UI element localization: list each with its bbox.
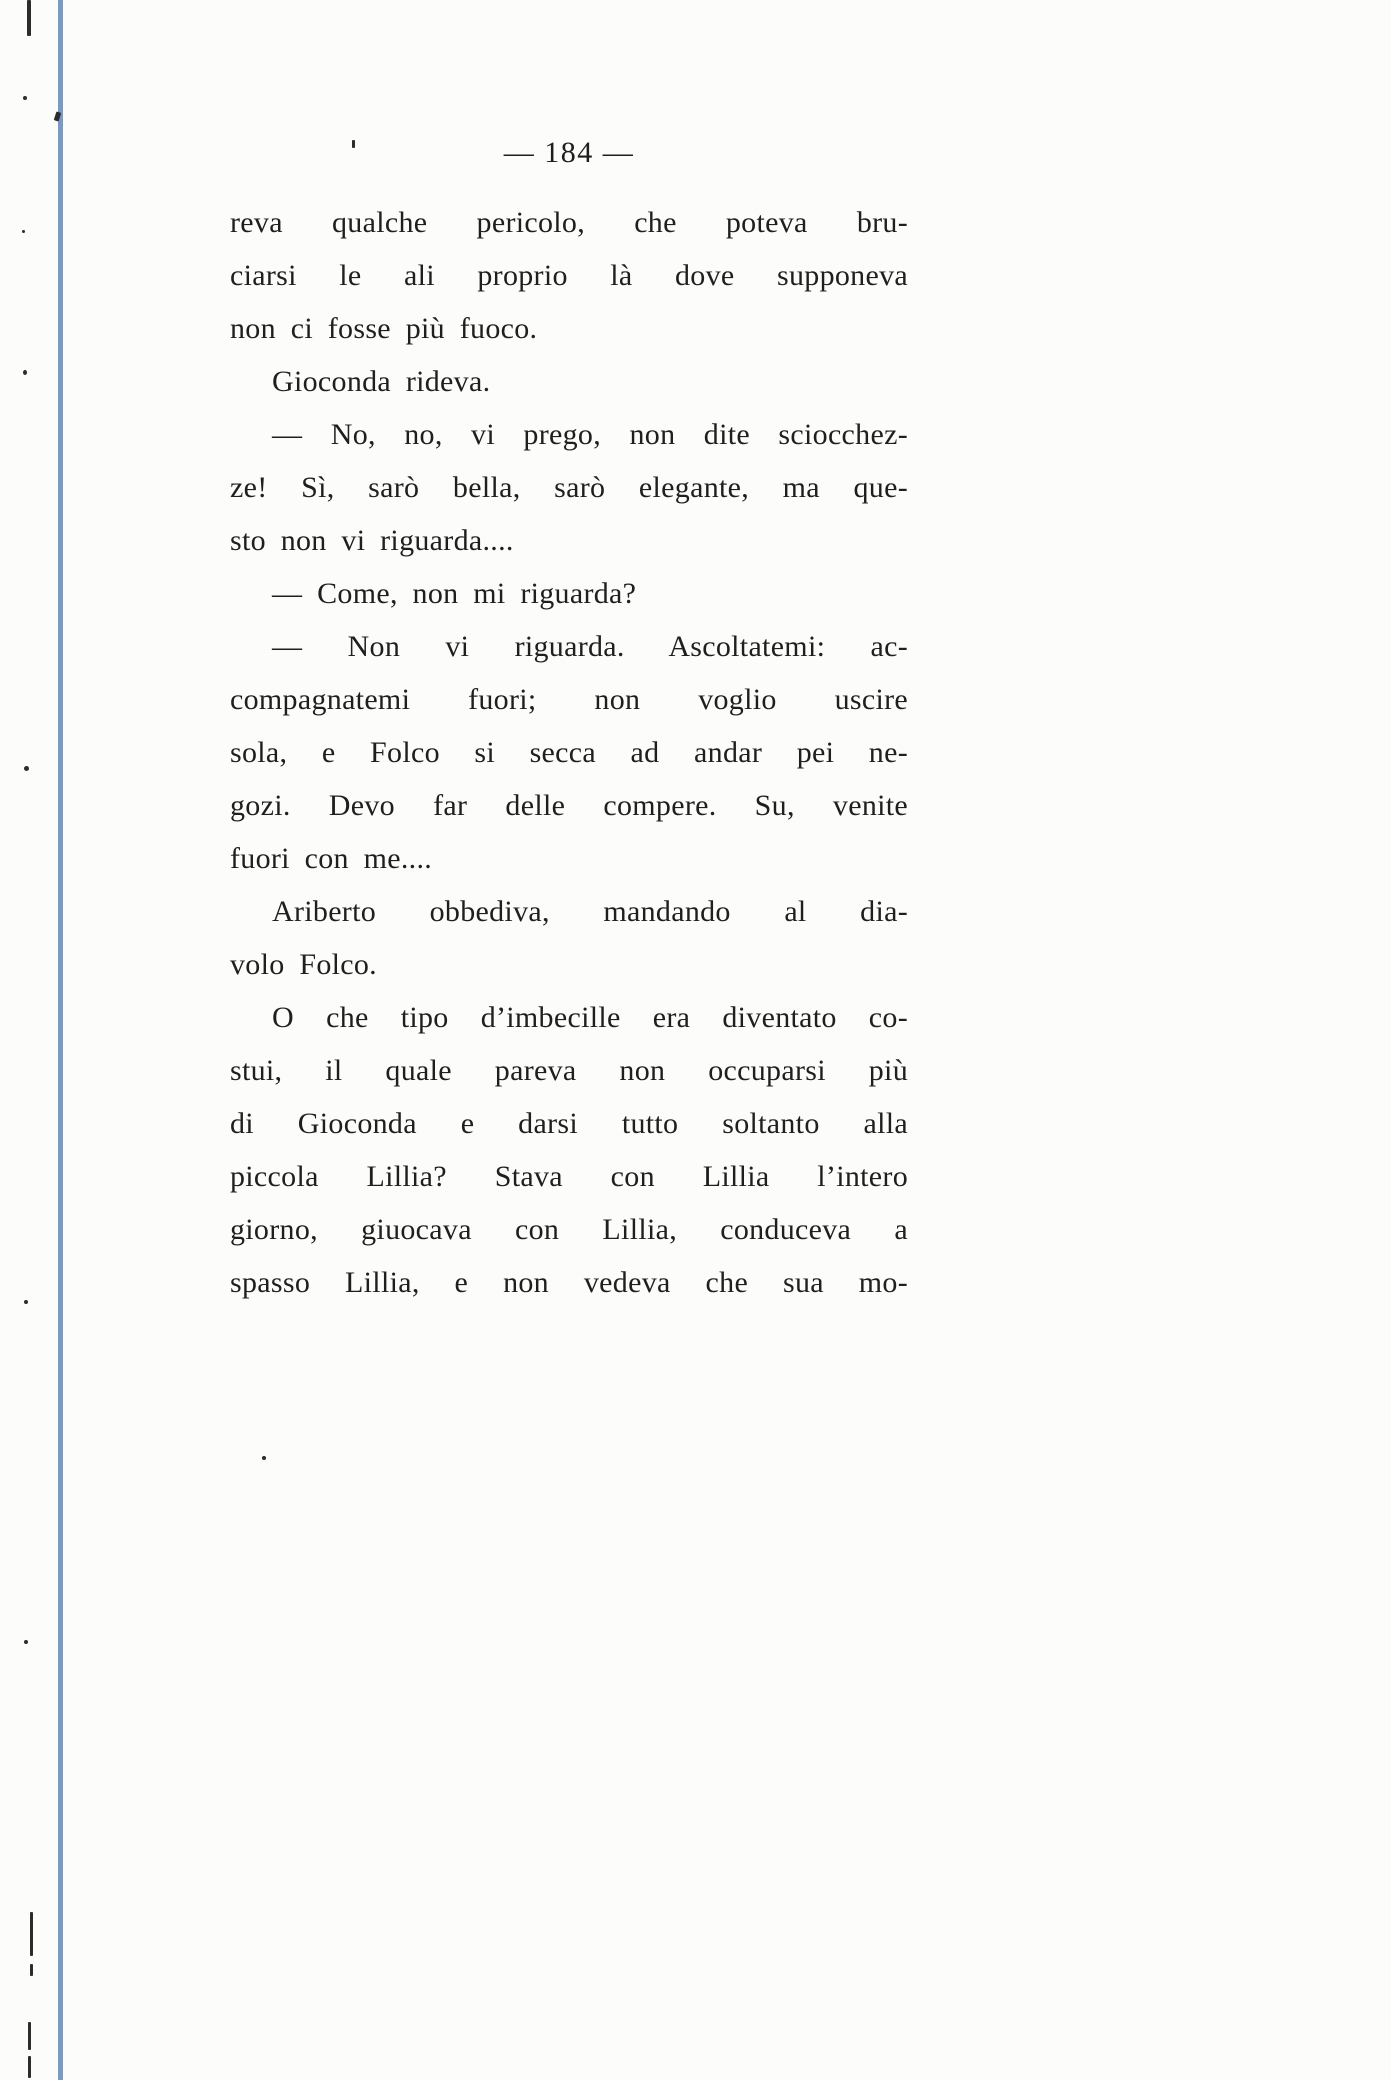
ink-mark (28, 2022, 31, 2050)
text-line: di Gioconda e darsi tutto soltanto alla (230, 1107, 908, 1140)
ink-mark (24, 1300, 28, 1304)
ink-mark (28, 2056, 31, 2078)
text-line: stui, il quale pareva non occuparsi più (230, 1054, 908, 1087)
page-number: — 184 — (503, 136, 635, 169)
ink-mark (30, 1912, 33, 1956)
ink-mark (22, 230, 25, 233)
ink-mark (30, 1964, 33, 1976)
text-line: O che tipo d’imbecille era diventato co- (272, 1001, 908, 1034)
text-line: piccola Lillia? Stava con Lillia l’intero (230, 1160, 908, 1193)
ink-mark (23, 370, 27, 375)
ink-mark (24, 766, 29, 771)
text-line: compagnatemi fuori; non voglio uscire (230, 683, 908, 716)
paragraph (230, 196, 908, 355)
paragraph (230, 567, 908, 620)
text-line: non ci fosse più fuoco. (230, 312, 538, 345)
text-line: Ariberto obbediva, mandando al dia- (272, 895, 908, 928)
scan-edge-line (58, 0, 63, 2080)
text-line: — Come, non mi riguarda? (272, 577, 637, 610)
text-line: sto non vi riguarda.... (230, 524, 514, 557)
text-line: volo Folco. (230, 948, 377, 981)
paragraph (230, 991, 908, 1309)
ink-mark (27, 0, 31, 36)
paragraph (230, 885, 908, 991)
text-line: — Non vi riguarda. Ascoltatemi: ac- (272, 630, 908, 663)
paragraph (230, 355, 908, 408)
text-line: ze! Sì, sarò bella, sarò elegante, ma que- (230, 471, 908, 504)
text-line: fuori con me.... (230, 842, 433, 875)
paragraph (230, 408, 908, 567)
ink-mark (23, 96, 27, 100)
text-line: Gioconda rideva. (272, 365, 491, 398)
ink-mark (24, 1640, 28, 1644)
paragraph (230, 620, 908, 885)
text-line: spasso Lillia, e non vedeva che sua mo- (230, 1266, 908, 1299)
text-line: — No, no, vi prego, non dite sciocchez- (272, 418, 908, 451)
text-line: ciarsi le ali proprio là dove supponeva (230, 259, 908, 292)
text-line: reva qualche pericolo, che poteva bru- (230, 206, 908, 239)
text-line: sola, e Folco si secca ad andar pei ne- (230, 736, 908, 769)
text-block (230, 196, 908, 1309)
ink-mark (262, 1456, 266, 1460)
text-line: giorno, giuocava con Lillia, conduceva a (230, 1213, 908, 1246)
text-line: gozi. Devo far delle compere. Su, venite (230, 789, 908, 822)
